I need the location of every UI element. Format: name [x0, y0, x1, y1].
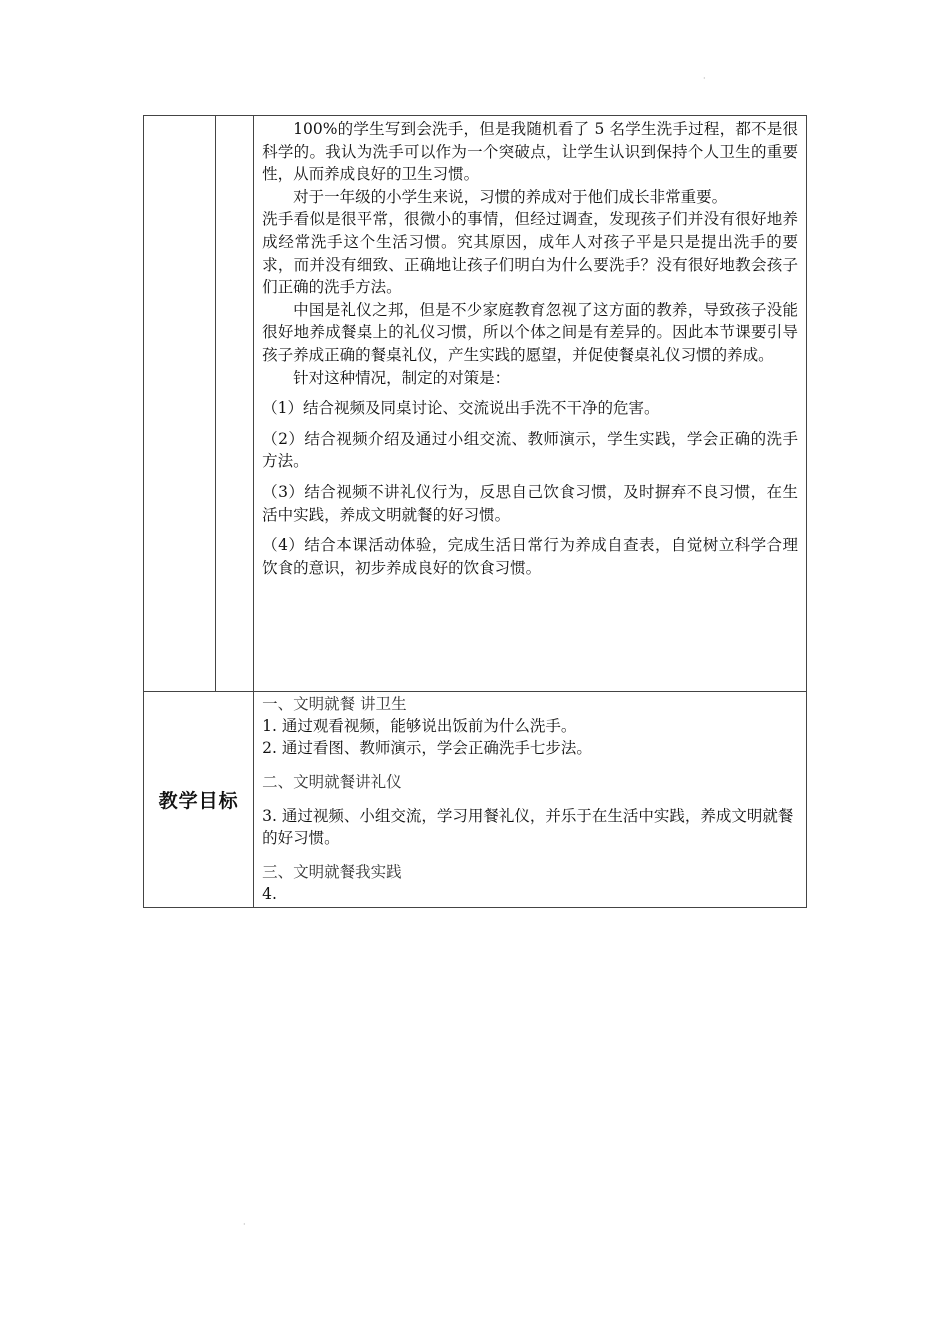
goals-label: 教学目标 — [158, 790, 239, 812]
goals-row — [144, 692, 807, 908]
lesson-plan-table — [143, 115, 807, 908]
analysis-sub-cell — [216, 116, 254, 692]
analysis-paragraph: 中国是礼仪之邦，但是不少家庭教育忽视了这方面的教养，导致孩子没能很好地养成餐桌上的礼仪习惯，所以个体之间是有差异的。因此本节课要引导孩子养成正确的餐桌礼仪，产生实践的愿望，并促使餐桌礼仪习惯的养成。 — [262, 300, 798, 364]
analysis-label-cell — [144, 116, 216, 692]
goals-content-cell — [254, 692, 807, 908]
goal-item: 4. — [262, 885, 277, 903]
goal-item: 3. 通过视频、小组交流，学习用餐礼仪，并乐于在生活中实践，养成文明就餐的好习惯。 — [262, 807, 794, 847]
analysis-paragraph: 针对这种情况，制定的对策是： — [293, 368, 511, 387]
measure-item: （4）结合本课活动体验，完成生活日常行为养成自查表，自觉树立科学合理饮食的意识，初步养成良好的饮食习惯。 — [262, 536, 798, 577]
analysis-paragraph: 洗手看似是很平常，很微小的事情，但经过调查，发现孩子们并没有很好地养成经常洗手这个生活习惯。究其原因，成年人对孩子平是只是提出洗手的要求，而并没有细致、正确地让孩子们明白为什么要洗手？没有很好地教会孩子们正确的洗手方法。 — [262, 210, 798, 297]
goals-section-title: 一、文明就餐 讲卫生 — [262, 695, 407, 713]
measure-item: （1）结合视频及同桌讨论、交流说出手洗不干净的危害。 — [262, 399, 660, 418]
analysis-paragraph: 100%的学生写到会洗手，但是我随机看了 5 名学生洗手过程，都不是很科学的。我认为洗手可以作为一个突破点，让学生认识到保持个人卫生的重要性，从而养成良好的卫生习惯。 — [262, 120, 798, 184]
analysis-row — [144, 116, 807, 692]
goals-label-cell — [144, 692, 254, 908]
analysis-paragraph: 对于一年级的小学生来说，习惯的养成对于他们成长非常重要。 — [293, 187, 728, 206]
goals-section-title: 三、文明就餐我实践 — [262, 863, 402, 881]
measure-item: （2）结合视频介绍及通过小组交流、教师演示，学生实践，学会正确的洗手方法。 — [262, 429, 798, 471]
goals-section-title: 二、文明就餐讲礼仪 — [262, 773, 402, 791]
page-mark-top: · — [703, 74, 706, 83]
measure-item: （3）结合视频不讲礼仪行为，反思自己饮食习惯，及时摒弃不良习惯，在生活中实践，养成文明就餐的好习惯。 — [262, 482, 798, 524]
analysis-content-cell — [254, 116, 807, 692]
goal-item: 2. 通过看图、教师演示，学会正确洗手七步法。 — [262, 739, 592, 757]
goal-item: 1. 通过观看视频，能够说出饭前为什么洗手。 — [262, 717, 577, 735]
goals-content — [254, 692, 806, 907]
analysis-content — [254, 116, 806, 583]
page-mark-bottom: · — [243, 1220, 246, 1229]
